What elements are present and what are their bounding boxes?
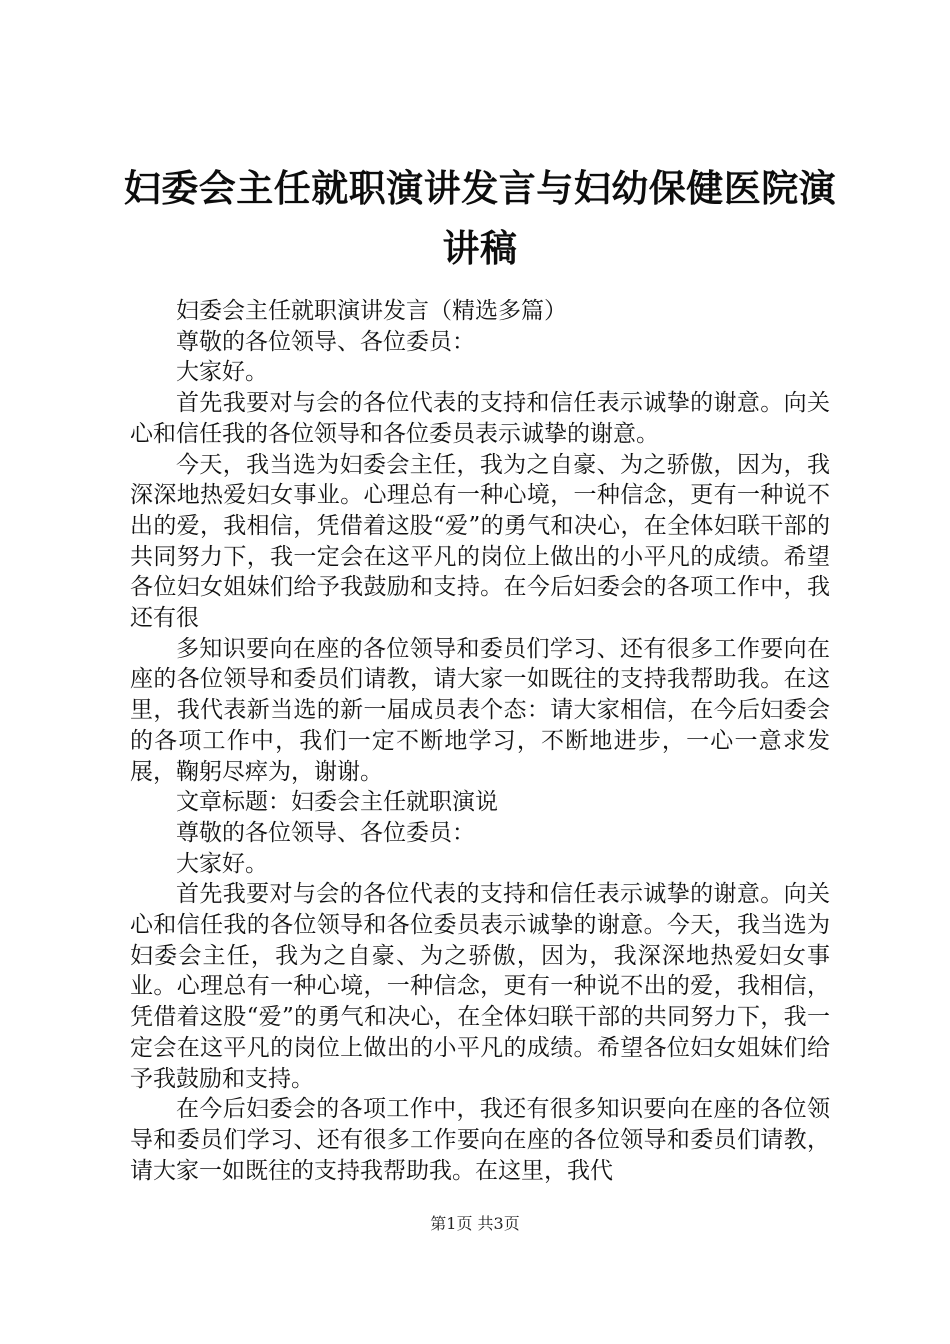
paragraph: 今天，我当选为妇委会主任，我为之自豪、为之骄傲，因为，我深深地热爱妇女事业。心理总有一种心境，一种信念，更有一种说不出的爱，我相信，凭借着这股“爱”的勇气和决心，在全体妇联干部的共同努力下，我一定会在这平凡的岗位上做出的小平凡的成绩。希望各位妇女姐妹们给予我鼓励和支持。在今后妇委会的各项工作中，我还有很 bbox=[130, 451, 830, 632]
paragraph: 首先我要对与会的各位代表的支持和信任表示诚挚的谢意。向关心和信任我的各位领导和各位委员表示诚挚的谢意。 bbox=[130, 390, 830, 447]
paragraph: 多知识要向在座的各位领导和委员们学习、还有很多工作要向在座的各位领导和委员们请教，请大家一如既往的支持我帮助我。在这里，我代表新当选的新一届成员表个态：请大家相信，在今后妇委会的各项工作中，我们一定不断地学习，不断地进步，一心一意求发展，鞠躬尽瘁为，谢谢。 bbox=[130, 635, 830, 785]
paragraph: 尊敬的各位领导、各位委员： bbox=[176, 819, 475, 846]
paragraph: 尊敬的各位领导、各位委员： bbox=[176, 328, 475, 355]
document-title: 妇委会主任就职演讲发言与妇幼保健医院演讲稿 bbox=[123, 166, 837, 270]
paragraph: 大家好。 bbox=[176, 359, 268, 386]
paragraph: 妇委会主任就职演讲发言（精选多篇） bbox=[176, 298, 567, 324]
paragraph: 首先我要对与会的各位代表的支持和信任表示诚挚的谢意。向关心和信任我的各位领导和各位委员表示诚挚的谢意。今天，我当选为妇委会主任，我为之自豪、为之骄傲，因为，我深深地热爱妇女事业。心理总有一种心境，一种信念，更有一种说不出的爱，我相信，凭借着这股“爱”的勇气和决心，在全体妇联干部的共同努力下，我一定会在这平凡的岗位上做出的小平凡的成绩。希望各位妇女姐妹们给予我鼓励和支持。 bbox=[130, 881, 830, 1092]
page-number-footer: 第1页 共3页 bbox=[430, 1214, 520, 1233]
paragraph: 文章标题：妇委会主任就职演说 bbox=[176, 789, 498, 816]
paragraph: 大家好。 bbox=[176, 850, 268, 877]
paragraph: 在今后妇委会的各项工作中，我还有很多知识要向在座的各位领导和委员们学习、还有很多工作要向在座的各位领导和委员们请教，请大家一如既往的支持我帮助我。在这里，我代 bbox=[130, 1096, 830, 1184]
document-body bbox=[130, 296, 830, 1186]
